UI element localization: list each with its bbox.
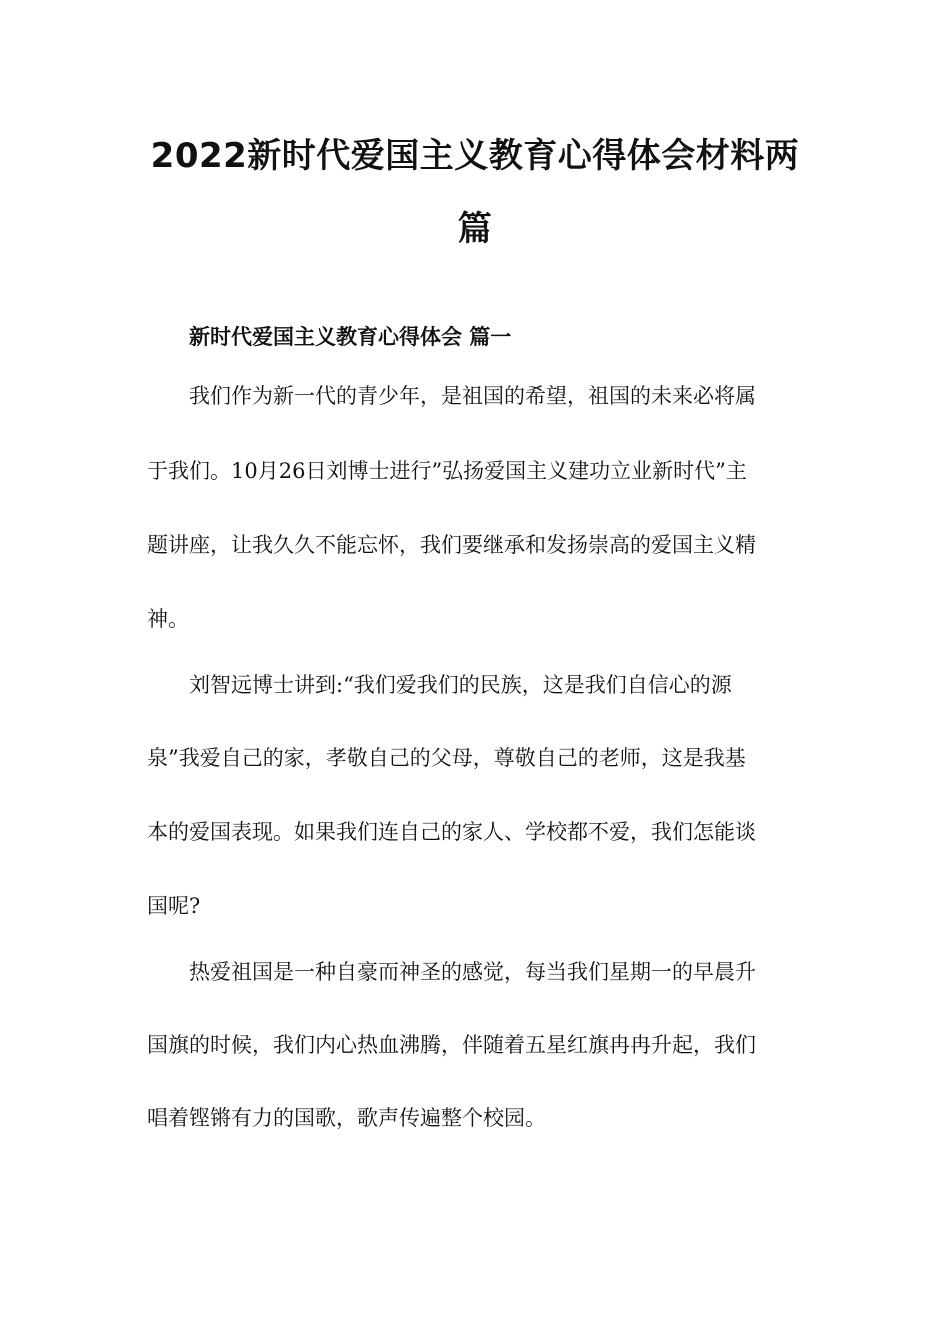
document-title-line-2: 篇 xyxy=(457,209,493,249)
paragraph-2-line-4: 国呢? xyxy=(147,894,201,918)
paragraph-1-line-4: 神。 xyxy=(147,607,189,631)
section-heading: 新时代爱国主义教育心得体会 篇一 xyxy=(189,325,512,349)
paragraph-2-line-2: 泉”我爱自己的家，孝敬自己的父母，尊敬自己的老师，这是我基 xyxy=(147,746,746,770)
paragraph-2-line-1: 刘智远博士讲到:“我们爱我们的民族，这是我们自信心的源 xyxy=(189,673,732,697)
paragraph-3-line-1: 热爱祖国是一种自豪而神圣的感觉，每当我们星期一的早晨升 xyxy=(189,960,756,984)
paragraph-3-line-2: 国旗的时候，我们内心热血沸腾，伴随着五星红旗冉冉升起，我们 xyxy=(147,1033,756,1057)
paragraph-1-line-2: 于我们。10月26日刘博士进行”弘扬爱国主义建功立业新时代”主 xyxy=(147,459,747,483)
paragraph-1-line-1: 我们作为新一代的青少年，是祖国的希望，祖国的未来必将属 xyxy=(189,384,756,408)
paragraph-2-line-3: 本的爱国表现。如果我们连自己的家人、学校都不爱，我们怎能谈 xyxy=(147,820,756,844)
paragraph-1-line-3: 题讲座，让我久久不能忘怀，我们要继承和发扬崇高的爱国主义精 xyxy=(147,533,756,557)
paragraph-3-line-3: 唱着铿锵有力的国歌，歌声传遍整个校园。 xyxy=(147,1106,546,1130)
document-title-line-1: 2022新时代爱国主义教育心得体会材料两 xyxy=(150,136,800,176)
